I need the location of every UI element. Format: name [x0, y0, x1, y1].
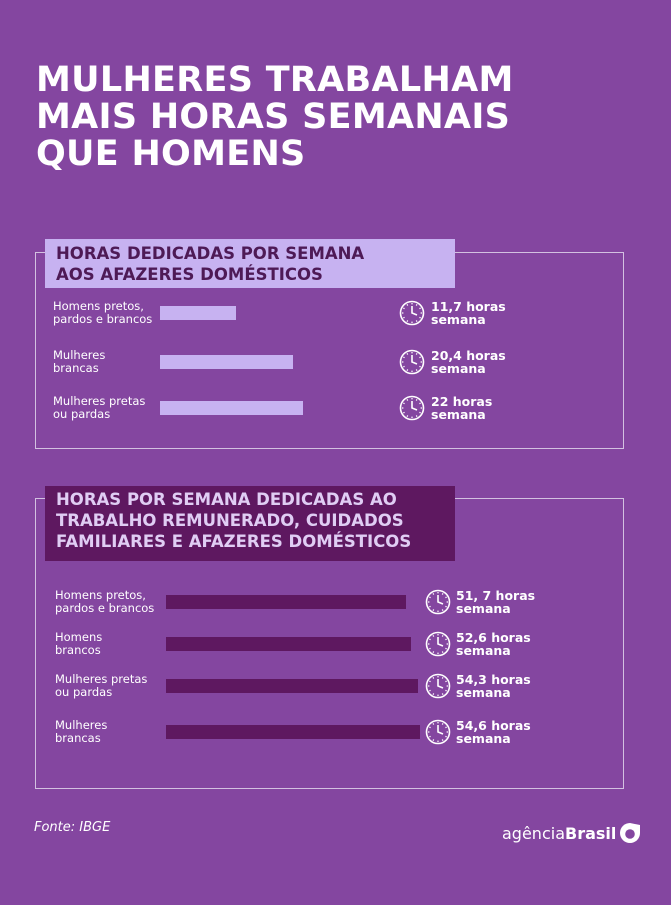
data-label-total: [456, 673, 531, 699]
data-label-line: semana: [456, 731, 511, 746]
data-label-line: semana: [431, 312, 486, 327]
bar-total: [166, 679, 418, 693]
data-label-domestic: [431, 395, 492, 421]
category-label-total: [55, 631, 102, 656]
clock-icon: [425, 589, 451, 615]
data-label-line: 22 horas: [431, 394, 493, 409]
data-label-line: semana: [431, 407, 486, 422]
data-label-line: semana: [456, 643, 511, 658]
category-label-line: Homens pretos,: [55, 588, 146, 602]
logo-mark-icon: [619, 822, 641, 844]
category-label-line: ou pardas: [55, 684, 113, 699]
category-label-domestic: [53, 349, 105, 374]
data-label-line: 54,3 horas: [456, 672, 531, 687]
bar-total: [166, 595, 406, 609]
title-line: MAIS HORAS SEMANAIS: [36, 97, 511, 137]
category-label-line: brancas: [53, 360, 99, 375]
data-label-domestic: [431, 349, 506, 375]
category-label-line: pardos e brancos: [55, 600, 155, 615]
logo-text-light: agência: [502, 823, 565, 843]
category-label-line: Homens pretos,: [53, 299, 144, 313]
clock-icon: [399, 395, 425, 421]
chart-title-line: HORAS POR SEMANA DEDICADAS AO: [56, 490, 397, 509]
category-label-domestic: [53, 300, 152, 325]
category-label-line: Mulheres: [55, 718, 108, 732]
category-label-line: brancos: [55, 642, 101, 657]
category-label-line: pardos e brancos: [53, 311, 153, 326]
chart-title-line: HORAS DEDICADAS POR SEMANA: [56, 244, 365, 263]
data-label-total: [456, 719, 531, 745]
data-label-total: [456, 589, 535, 615]
title-line: MULHERES TRABALHAM: [36, 60, 514, 100]
clock-icon: [399, 349, 425, 375]
clock-icon: [425, 719, 451, 745]
bar-total: [166, 725, 420, 739]
bar-domestic: [160, 306, 236, 320]
category-label-line: Mulheres pretas: [53, 394, 146, 408]
category-label-line: brancas: [55, 730, 101, 745]
bar-domestic: [160, 355, 293, 369]
chart-title-line: AOS AFAZERES DOMÉSTICOS: [56, 265, 323, 284]
category-label-line: ou pardas: [53, 406, 111, 421]
data-label-total: [456, 631, 531, 657]
clock-icon: [425, 631, 451, 657]
category-label-total: [55, 719, 107, 744]
bar-total: [166, 637, 411, 651]
category-label-line: Homens: [55, 630, 103, 644]
category-label-line: Mulheres pretas: [55, 672, 148, 686]
source-note: Fonte: IBGE: [34, 820, 111, 835]
data-label-line: semana: [456, 685, 511, 700]
bar-domestic: [160, 401, 303, 415]
agencia-brasil-logo: [502, 821, 641, 845]
chart-title-line: TRABALHO REMUNERADO, CUIDADOS: [56, 511, 404, 530]
data-label-line: 52,6 horas: [456, 630, 531, 645]
chart-title-total: [45, 486, 455, 561]
logo-text-bold: Brasil: [565, 823, 617, 843]
category-label-domestic: [53, 395, 145, 420]
page-title: [36, 62, 514, 173]
data-label-line: 20,4 horas: [431, 348, 506, 363]
category-label-total: [55, 589, 154, 614]
data-label-domestic: [431, 300, 506, 326]
data-label-line: 11,7 horas: [431, 299, 506, 314]
chart-title-line: FAMILIARES E AFAZERES DOMÉSTICOS: [56, 532, 412, 551]
category-label-line: Mulheres: [53, 348, 106, 362]
data-label-line: semana: [456, 601, 511, 616]
data-label-line: 54,6 horas: [456, 718, 531, 733]
category-label-total: [55, 673, 147, 698]
clock-icon: [399, 300, 425, 326]
data-label-line: 51, 7 horas: [456, 588, 536, 603]
data-label-line: semana: [431, 361, 486, 376]
clock-icon: [425, 673, 451, 699]
title-line: QUE HOMENS: [36, 134, 306, 174]
chart-title-domestic: [45, 239, 455, 288]
